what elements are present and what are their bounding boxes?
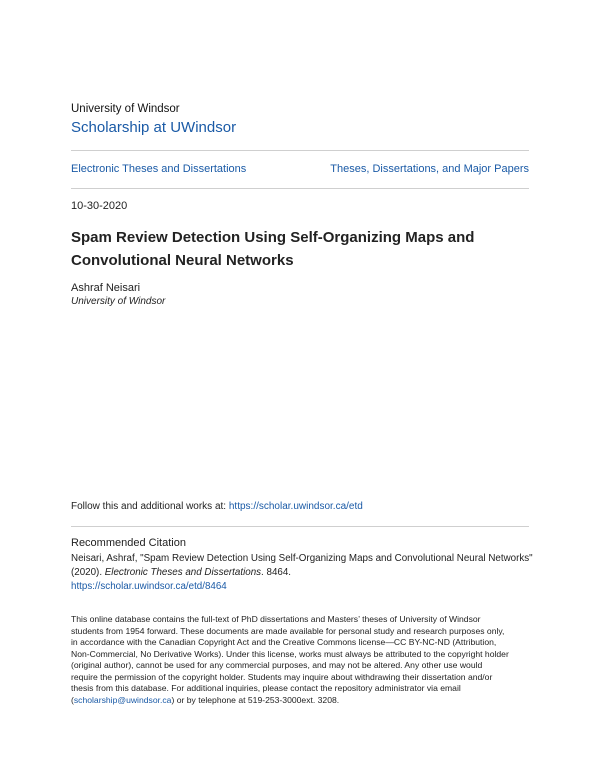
follow-link[interactable]: https://scholar.uwindsor.ca/etd [228,501,363,512]
notice-line: students from 1954 forward. These documents are made available for personal study and research purposes only, [71,625,505,636]
notice-line: (original author), cannot be used for any commercial purposes, and may not be altered. Any other use would [71,660,483,670]
notice-line-email [71,695,531,707]
follow-prefix: Follow this and additional works at: [71,501,229,512]
repository-link[interactable]: Scholarship at UWindsor [71,119,237,136]
notice-line: in accordance with the Canadian Copyright Act and the Creative Commons license—CC BY-NC-ND (Attribution, [71,637,497,647]
copyright-notice [71,614,531,706]
citation-series: Electronic Theses and Dissertations [104,567,262,578]
follow-line [71,501,363,512]
author-name: Ashraf Neisari [71,282,141,294]
citation-line-2 [71,567,291,578]
follow-divider [71,526,529,527]
publication-date: 10-30-2020 [71,200,128,212]
notice-paren-open: ( [71,694,74,705]
nav-divider [71,188,529,189]
admin-email-link[interactable]: scholarship@uwindsor.ca [73,694,172,705]
citation-heading: Recommended Citation [71,537,186,549]
notice-line: This online database contains the full-text of PhD dissertations and Masters’ theses of University of Windsor [71,614,481,624]
citation-line-1: Neisari, Ashraf, "Spam Review Detection Using Self-Organizing Maps and Convolutional Neural Networks" [71,553,533,564]
notice-line: thesis from this database. For additional inquiries, please contact the repository administrator via email [71,683,461,693]
citation-number: . 8464. [261,567,292,578]
notice-line: Non-Commercial, No Derivative Works). Under this license, works must always be attributed to the copyright holder [71,648,509,659]
author-affiliation: University of Windsor [71,296,166,307]
theses-collection-link[interactable]: Theses, Dissertations, and Major Papers [330,163,529,175]
institution-name: University of Windsor [71,103,180,115]
notice-line: require the permission of the copyright holder. Students may inquire about withdrawing their dissertation and/or [71,671,493,682]
notice-phone: ) or by telephone at 519-253-3000ext. 3208. [171,694,340,705]
citation-link[interactable]: https://scholar.uwindsor.ca/etd/8464 [71,581,227,592]
header-divider [71,150,529,151]
title-line-1: Spam Review Detection Using Self-Organizing Maps and [71,229,475,246]
etd-collection-link[interactable]: Electronic Theses and Dissertations [71,163,247,175]
citation-year: (2020). [71,567,105,578]
title-line-2: Convolutional Neural Networks [71,252,294,269]
